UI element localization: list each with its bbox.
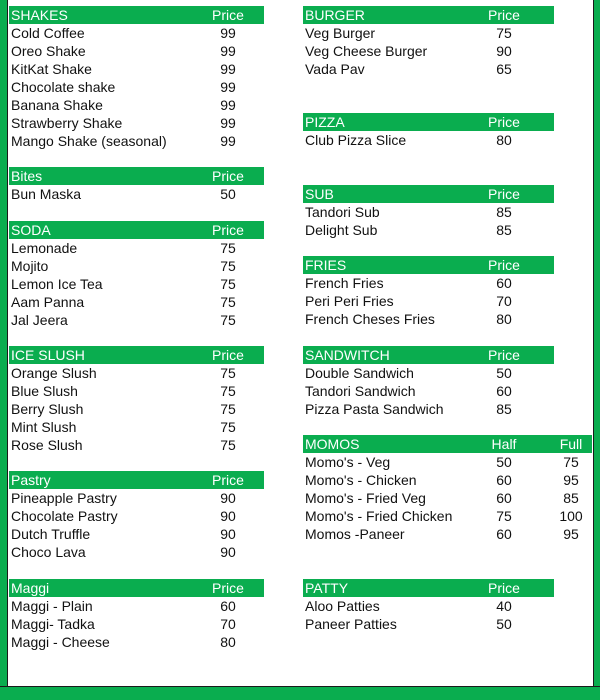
- section-header: [9, 579, 264, 597]
- section-burger: [303, 6, 554, 78]
- left-border-bar: [0, 0, 7, 700]
- menu-item-price: 60: [220, 598, 236, 614]
- menu-item-price: 70: [496, 293, 512, 309]
- menu-item-price: 85: [496, 204, 512, 220]
- menu-item-row: [9, 96, 264, 114]
- bottom-border-bar: [0, 687, 600, 700]
- menu-item-price: 80: [220, 634, 236, 650]
- menu-item-price: 75: [220, 258, 236, 274]
- section-title: MOMOS: [305, 436, 360, 452]
- menu-item-row: [303, 274, 554, 292]
- section-title: FRIES: [305, 257, 347, 273]
- menu-item-row: [303, 489, 592, 507]
- menu-item-row: [303, 221, 554, 239]
- menu-item-name: Paneer Patties: [305, 616, 397, 632]
- right-border-bar: [594, 0, 600, 700]
- menu-item-price: 50: [496, 365, 512, 381]
- menu-item-name: Lemon Ice Tea: [11, 276, 103, 292]
- section-header: [9, 6, 264, 24]
- menu-item-row: [303, 292, 554, 310]
- section-header: [9, 167, 264, 185]
- section-ice-slush: [9, 346, 264, 454]
- menu-item-price: 99: [220, 97, 236, 113]
- section-header: [303, 346, 554, 364]
- menu-item-row: [9, 597, 264, 615]
- section-soda: [9, 221, 264, 329]
- menu-item-name: Club Pizza Slice: [305, 132, 407, 148]
- menu-item-price: 75: [220, 240, 236, 256]
- section-patty: [303, 579, 554, 633]
- menu-item-row: [9, 239, 264, 257]
- section-title: PATTY: [305, 580, 349, 596]
- menu-item-row: [9, 311, 264, 329]
- menu-item-name: Peri Peri Fries: [305, 293, 394, 309]
- price-label: Price: [488, 580, 520, 596]
- section-header: [303, 113, 554, 131]
- section-pizza: [303, 113, 554, 149]
- section-title: BURGER: [305, 7, 365, 23]
- menu-item-price: 75: [220, 312, 236, 328]
- section-maggi: [9, 579, 264, 651]
- price-label: Price: [488, 7, 520, 23]
- menu-item-name: Strawberry Shake: [11, 115, 123, 131]
- section-pastry: [9, 471, 264, 561]
- menu-item-price: 60: [496, 383, 512, 399]
- section-header: [9, 221, 264, 239]
- menu-item-row: [9, 418, 264, 436]
- menu-item-name: Blue Slush: [11, 383, 78, 399]
- menu-item-row: [303, 471, 592, 489]
- menu-item-full-price: 95: [563, 526, 579, 542]
- menu-item-half-price: 60: [496, 526, 512, 542]
- menu-item-row: [9, 400, 264, 418]
- menu-item-price: 50: [496, 616, 512, 632]
- menu-item-price: 85: [496, 401, 512, 417]
- menu-item-row: [9, 185, 264, 203]
- price-label: Price: [488, 186, 520, 202]
- menu-item-name: Chocolate Pastry: [11, 508, 118, 524]
- menu-item-row: [9, 364, 264, 382]
- menu-item-name: Momo's - Fried Veg: [305, 490, 426, 506]
- menu-item-name: Tandori Sandwich: [305, 383, 416, 399]
- menu-item-price: 99: [220, 79, 236, 95]
- menu-item-name: Momos -Paneer: [305, 526, 405, 542]
- menu-item-row: [9, 60, 264, 78]
- menu-item-name: Choco Lava: [11, 544, 86, 560]
- menu-item-row: [303, 507, 592, 525]
- price-label: Price: [488, 114, 520, 130]
- menu-item-name: Orange Slush: [11, 365, 97, 381]
- menu-item-row: [303, 203, 554, 221]
- section-title: Pastry: [11, 472, 51, 488]
- menu-item-row: [9, 24, 264, 42]
- section-title: ICE SLUSH: [11, 347, 85, 363]
- left-border-line: [7, 0, 8, 700]
- menu-item-row: [303, 364, 554, 382]
- section-header: [9, 471, 264, 489]
- menu-item-name: Pizza Pasta Sandwich: [305, 401, 444, 417]
- menu-item-half-price: 75: [496, 508, 512, 524]
- menu-item-price: 99: [220, 25, 236, 41]
- price-label: Price: [212, 222, 244, 238]
- menu-item-price: 75: [220, 365, 236, 381]
- menu-item-row: [303, 42, 554, 60]
- menu-item-row: [303, 615, 554, 633]
- menu-item-name: Mojito: [11, 258, 49, 274]
- menu-item-row: [303, 310, 554, 328]
- menu-item-price: 40: [496, 598, 512, 614]
- price-label: Price: [488, 347, 520, 363]
- section-header: [303, 256, 554, 274]
- menu-item-price: 90: [220, 544, 236, 560]
- menu-item-full-price: 100: [559, 508, 583, 524]
- menu-item-name: Rose Slush: [11, 437, 83, 453]
- price-label: Price: [212, 7, 244, 23]
- price-label: Price: [212, 580, 244, 596]
- menu-item-name: Berry Slush: [11, 401, 84, 417]
- price-label: Price: [212, 347, 244, 363]
- menu-item-price: 80: [496, 311, 512, 327]
- menu-item-name: Oreo Shake: [11, 43, 86, 59]
- menu-item-full-price: 75: [563, 454, 579, 470]
- menu-item-row: [9, 382, 264, 400]
- menu-item-row: [9, 257, 264, 275]
- section-title: Maggi: [11, 580, 50, 596]
- menu-item-row: [303, 382, 554, 400]
- menu-item-price: 85: [496, 222, 512, 238]
- menu-item-price: 75: [496, 25, 512, 41]
- menu-item-price: 70: [220, 616, 236, 632]
- section-title: PIZZA: [305, 114, 345, 130]
- section-header: [303, 435, 592, 453]
- menu-item-name: Aam Panna: [11, 294, 85, 310]
- menu-item-name: Pineapple Pastry: [11, 490, 117, 506]
- menu-item-full-price: 85: [563, 490, 579, 506]
- menu-item-name: Delight Sub: [305, 222, 378, 238]
- section-title: SHAKES: [11, 7, 68, 23]
- menu-item-row: [9, 436, 264, 454]
- menu-item-price: 99: [220, 43, 236, 59]
- menu-item-row: [9, 507, 264, 525]
- menu-item-row: [9, 543, 264, 561]
- menu-item-name: Vada Pav: [305, 61, 365, 77]
- menu-item-price: 75: [220, 419, 236, 435]
- menu-item-name: French Cheses Fries: [305, 311, 435, 327]
- section-header: [9, 346, 264, 364]
- menu-item-name: Jal Jeera: [11, 312, 68, 328]
- menu-item-price: 90: [220, 526, 236, 542]
- menu-item-name: Cold Coffee: [11, 25, 85, 41]
- menu-item-row: [303, 525, 592, 543]
- menu-item-price: 65: [496, 61, 512, 77]
- menu-item-half-price: 60: [496, 490, 512, 506]
- section-header: [303, 579, 554, 597]
- menu-item-row: [9, 615, 264, 633]
- menu-item-price: 99: [220, 115, 236, 131]
- menu-item-row: [303, 400, 554, 418]
- menu-item-price: 99: [220, 61, 236, 77]
- menu-item-name: Double Sandwich: [305, 365, 414, 381]
- menu-item-row: [9, 293, 264, 311]
- menu-item-price: 75: [220, 401, 236, 417]
- menu-item-name: Mint Slush: [11, 419, 77, 435]
- section-header: [303, 6, 554, 24]
- menu-item-name: Chocolate shake: [11, 79, 116, 95]
- menu-item-name: Veg Cheese Burger: [305, 43, 428, 59]
- menu-item-price: 75: [220, 437, 236, 453]
- price-label: Price: [212, 168, 244, 184]
- section-title: SUB: [305, 186, 334, 202]
- menu-item-row: [9, 78, 264, 96]
- section-header: [303, 185, 554, 203]
- menu-item-name: Momo's - Veg: [305, 454, 391, 470]
- menu-item-row: [9, 525, 264, 543]
- half-price-label: Half: [491, 436, 517, 452]
- menu-item-name: Veg Burger: [305, 25, 376, 41]
- menu-item-name: Aloo Patties: [305, 598, 380, 614]
- menu-item-name: KitKat Shake: [11, 61, 92, 77]
- menu-item-half-price: 50: [496, 454, 512, 470]
- menu-item-name: Banana Shake: [11, 97, 103, 113]
- full-price-label: Full: [559, 436, 583, 452]
- menu-item-name: Momo's - Chicken: [305, 472, 417, 488]
- menu-item-row: [9, 489, 264, 507]
- menu-item-price: 75: [220, 276, 236, 292]
- menu-item-price: 50: [220, 186, 236, 202]
- menu-item-name: Momo's - Fried Chicken: [305, 508, 453, 524]
- menu-item-name: Maggi- Tadka: [11, 616, 95, 632]
- menu-item-row: [9, 275, 264, 293]
- menu-item-name: French Fries: [305, 275, 384, 291]
- menu-item-price: 75: [220, 383, 236, 399]
- menu-item-price: 90: [496, 43, 512, 59]
- menu-item-price: 80: [496, 132, 512, 148]
- menu-item-half-price: 60: [496, 472, 512, 488]
- menu-item-name: Lemonade: [11, 240, 78, 256]
- menu-item-name: Mango Shake (seasonal): [11, 133, 167, 149]
- menu-item-row: [9, 132, 264, 150]
- menu-item-full-price: 95: [563, 472, 579, 488]
- menu-item-row: [9, 114, 264, 132]
- price-label: Price: [212, 472, 244, 488]
- section-shakes: [9, 6, 264, 150]
- section-sandwitch: [303, 346, 554, 418]
- menu-item-row: [303, 453, 592, 471]
- menu-item-price: 75: [220, 294, 236, 310]
- menu-item-name: Tandori Sub: [305, 204, 380, 220]
- section-title: Bites: [11, 168, 43, 184]
- section-title: SODA: [11, 222, 51, 238]
- menu-item-price: 99: [220, 133, 236, 149]
- menu-item-name: Bun Maska: [11, 186, 82, 202]
- menu-item-name: Maggi - Cheese: [11, 634, 110, 650]
- menu-item-row: [303, 597, 554, 615]
- price-label: Price: [488, 257, 520, 273]
- section-bites: [9, 167, 264, 203]
- menu-item-row: [303, 24, 554, 42]
- menu-item-price: 60: [496, 275, 512, 291]
- section-sub: [303, 185, 554, 239]
- menu-item-price: 90: [220, 490, 236, 506]
- menu-item-row: [9, 42, 264, 60]
- menu-item-row: [303, 60, 554, 78]
- section-title: SANDWITCH: [305, 347, 390, 363]
- section-fries: [303, 256, 554, 328]
- menu-item-row: [303, 131, 554, 149]
- menu-item-name: Dutch Truffle: [11, 526, 91, 542]
- menu-item-name: Maggi - Plain: [11, 598, 93, 614]
- section-momos: [303, 435, 592, 543]
- menu-item-row: [9, 633, 264, 651]
- menu-item-price: 90: [220, 508, 236, 524]
